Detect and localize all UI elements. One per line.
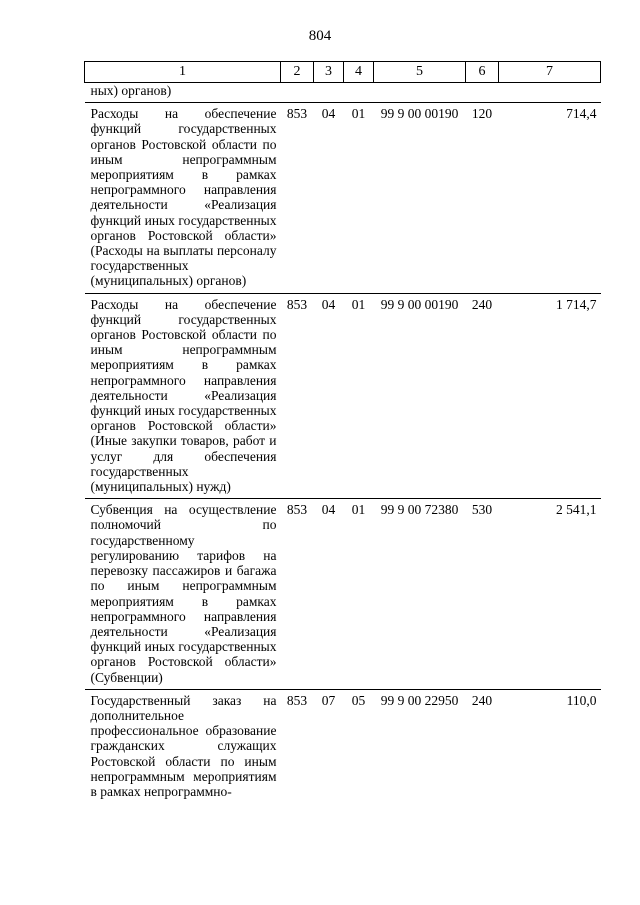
cell-code-3: 04 (314, 103, 344, 293)
cell-amount: 1 714,7 (499, 293, 601, 499)
cell-code-5: 99 9 00 22950 (374, 689, 466, 803)
cell-amount: 110,0 (499, 689, 601, 803)
cell-code-6: 240 (466, 689, 499, 803)
cell-code-4: 01 (344, 499, 374, 689)
cell-code-3: 07 (314, 689, 344, 803)
table-row (85, 689, 601, 803)
cell-code-4: 01 (344, 103, 374, 293)
table-row-continuation (85, 83, 601, 103)
cell-code-6: 120 (466, 103, 499, 293)
table-row (85, 293, 601, 499)
cell-code-5: 99 9 00 00190 (374, 293, 466, 499)
cell-code-3: 04 (314, 499, 344, 689)
table-row (85, 103, 601, 293)
row-description: Расходы на обеспечение функций государственных органов Ростовской области по иным непрограммным мероприятиям в рамках непрограммного направления деятельности «Реализация функций иных государственных органов Ростовской области» (Иные закупки товаров, работ и услуг для обеспечения государственных (муниципальных) нужд) (85, 293, 281, 499)
cell-code-2: 853 (281, 689, 314, 803)
table-row (85, 499, 601, 689)
row-description: Субвенция на осуществление полномочий по государственному регулированию тарифов на перевозку пассажиров и багажа по иным непрограммным мероприятиям в рамках непрограммного направления деятельности «Реализация функций иных государственных органов Ростовской области» (Субвенции) (85, 499, 281, 689)
cell-code-4: 01 (344, 293, 374, 499)
page-number: 804 (308, 28, 332, 44)
row-description: Расходы на обеспечение функций государственных органов Ростовской области по иным непрограммным мероприятиям в рамках непрограммного направления деятельности «Реализация функций иных государственных органов Ростовской области» (Расходы на выплаты персоналу государственных (муниципальных) органов) (85, 103, 281, 293)
col-header-1: 1 (85, 62, 281, 83)
row-description: ных) органов) (90, 83, 172, 98)
cell-code-4: 05 (344, 689, 374, 803)
cell-amount: 714,4 (499, 103, 601, 293)
header-row (85, 62, 601, 83)
cell-code-2: 853 (281, 499, 314, 689)
cell-code-3: 04 (314, 293, 344, 499)
cell-code-2: 853 (281, 293, 314, 499)
col-header-4: 4 (344, 62, 374, 83)
col-header-6: 6 (466, 62, 499, 83)
budget-table (84, 61, 601, 803)
cell-code-5: 99 9 00 72380 (374, 499, 466, 689)
cell-code-6: 240 (466, 293, 499, 499)
col-header-3: 3 (314, 62, 344, 83)
cell-code-2: 853 (281, 103, 314, 293)
cell-amount: 2 541,1 (499, 499, 601, 689)
row-description: Государственный заказ на дополнительное профессиональное образование гражданских служащих Ростовской области по иным непрограммным мероприятиям в рамках непрограммно- (85, 689, 281, 803)
cell-code-5: 99 9 00 00190 (374, 103, 466, 293)
col-header-5: 5 (374, 62, 466, 83)
col-header-2: 2 (281, 62, 314, 83)
col-header-7: 7 (499, 62, 601, 83)
cell-code-6: 530 (466, 499, 499, 689)
